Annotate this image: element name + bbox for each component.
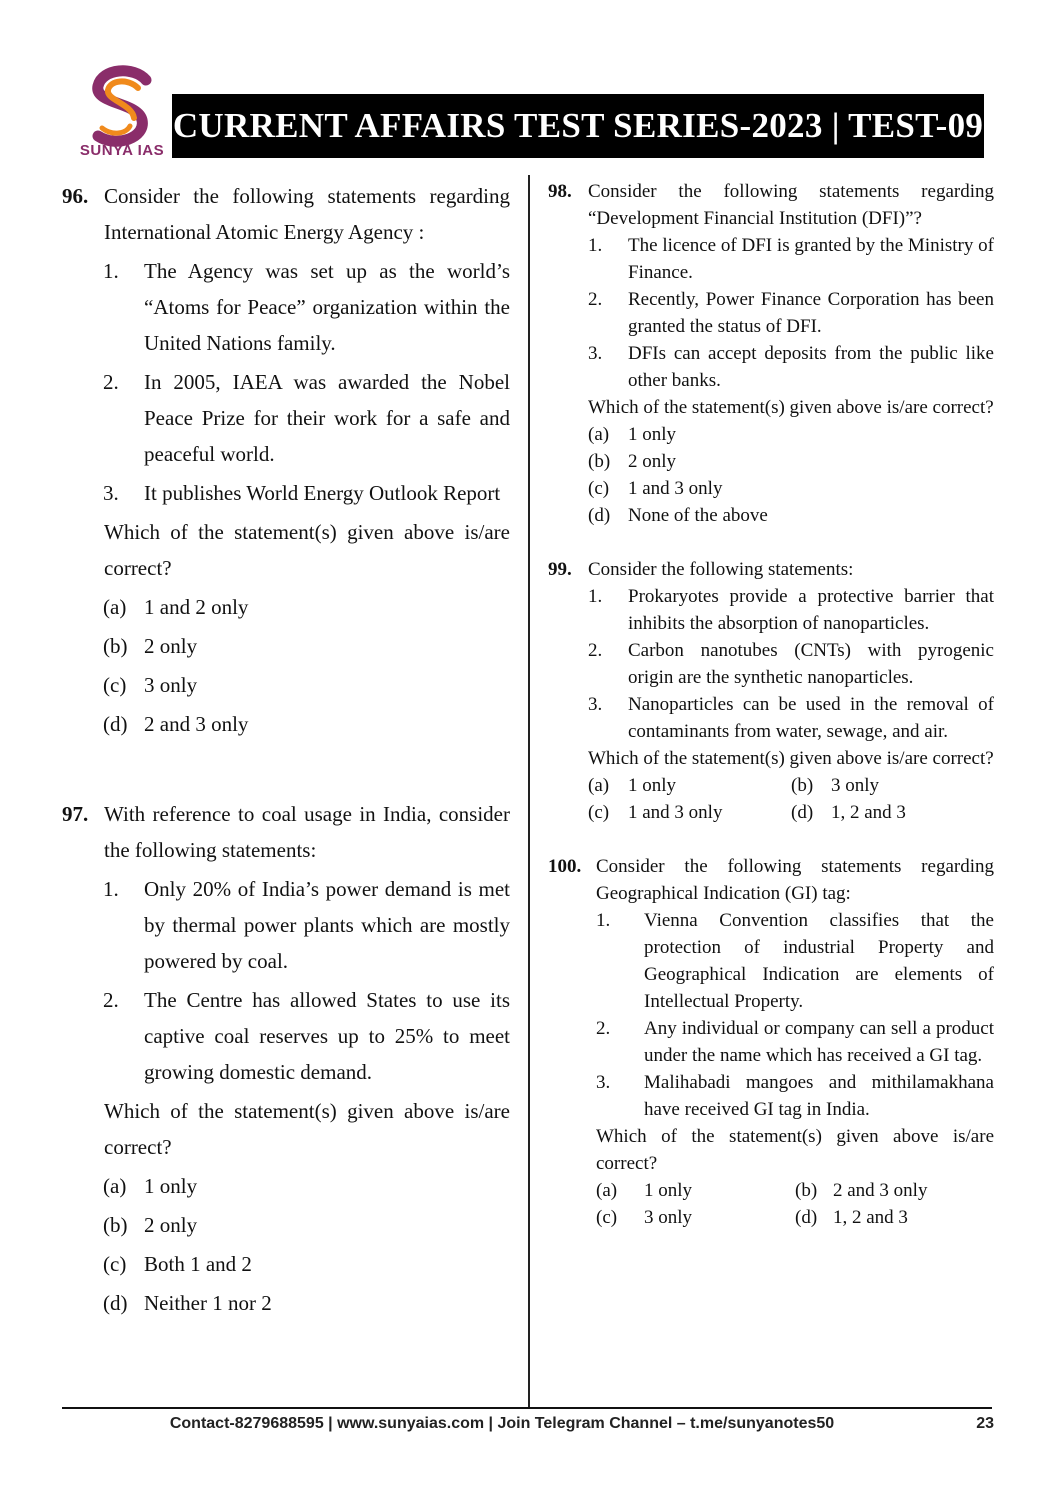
left-column xyxy=(62,178,510,1321)
option xyxy=(795,1177,994,1204)
question-98 xyxy=(548,178,994,529)
statement xyxy=(103,364,510,472)
option xyxy=(103,1285,510,1321)
statement xyxy=(596,907,994,1015)
question-99 xyxy=(548,556,994,826)
options-grid xyxy=(596,1177,994,1231)
option-letter: (c) xyxy=(588,802,610,823)
option-text: None of the above xyxy=(628,505,768,526)
statement xyxy=(103,871,510,979)
footer-divider xyxy=(62,1407,992,1409)
statement xyxy=(103,475,510,511)
statement-text: Prokaryotes provide a protective barrier that inhibits the absorption of nanoparticles. xyxy=(628,586,994,634)
option xyxy=(103,628,510,664)
option-letter: (c) xyxy=(103,673,127,697)
statement-text: Malihabadi mangoes and mithilamakhana have received GI tag in India. xyxy=(644,1072,994,1120)
option-letter: (b) xyxy=(795,1180,818,1201)
option-text: 1 and 3 only xyxy=(628,478,723,499)
option-letter: (c) xyxy=(588,478,610,499)
option-letter: (b) xyxy=(103,634,128,658)
statement-text: Nanoparticles can be used in the removal of contaminants from water, sewage, and air. xyxy=(628,694,994,742)
question-prompt: Which of the statement(s) given above is/are correct? xyxy=(596,1126,994,1174)
option-letter: (a) xyxy=(103,1174,127,1198)
question-stem: Consider the following statements regarding “Development Financial Institution (DFI)”? xyxy=(588,181,994,229)
option xyxy=(588,421,994,448)
statement-number: 2. xyxy=(103,988,119,1012)
option-text: 1 and 3 only xyxy=(628,802,723,823)
option xyxy=(791,772,994,799)
option-text: 2 only xyxy=(144,1213,198,1237)
option xyxy=(791,799,994,826)
question-prompt: Which of the statement(s) given above is/are correct? xyxy=(588,397,994,418)
question-number: 96. xyxy=(62,184,89,208)
statement-text: Any individual or company can sell a product under the name which has received a GI tag. xyxy=(644,1018,994,1066)
statement xyxy=(103,982,510,1090)
option xyxy=(588,799,791,826)
statement xyxy=(596,1069,994,1123)
question-number: 99. xyxy=(548,559,572,580)
option xyxy=(103,589,510,625)
statement-number: 2. xyxy=(103,370,119,394)
option xyxy=(596,1204,795,1231)
question-prompt: Which of the statement(s) given above is/are correct? xyxy=(588,748,994,769)
option-letter: (c) xyxy=(596,1207,618,1228)
option-text: 1 only xyxy=(628,424,677,445)
option-letter: (b) xyxy=(588,451,611,472)
footer-contact: Contact-8279688595 | www.sunyaias.com | Join Telegram Channel – t.me/sunyanotes50 xyxy=(169,1415,835,1432)
option xyxy=(588,475,994,502)
option-text: 1, 2 and 3 xyxy=(833,1207,908,1228)
page-title: CURRENT AFFAIRS TEST SERIES-2023 | TEST-09 xyxy=(172,94,984,158)
statement-number: 2. xyxy=(596,1018,611,1039)
statement-text: In 2005, IAEA was awarded the Nobel Peace Prize for their work for a safe and peaceful world. xyxy=(144,370,510,466)
option xyxy=(795,1204,994,1231)
statement-text: It publishes World Energy Outlook Report xyxy=(144,481,501,505)
statement-number: 2. xyxy=(588,289,603,310)
option-text: 2 and 3 only xyxy=(144,712,249,736)
option-text: 3 only xyxy=(144,673,198,697)
option-text: 3 only xyxy=(644,1207,693,1228)
option-text: 1 only xyxy=(628,775,677,796)
statement xyxy=(596,1015,994,1069)
option xyxy=(588,502,994,529)
statement-text: Only 20% of India’s power demand is met by thermal power plants which are mostly powered by coal. xyxy=(144,877,510,973)
statement-number: 3. xyxy=(103,481,119,505)
statement xyxy=(588,340,994,394)
statement-text: The Centre has allowed States to use its captive coal reserves up to 25% to meet growing domestic demand. xyxy=(144,988,510,1084)
statement-number: 3. xyxy=(588,343,603,364)
option xyxy=(103,667,510,703)
page-number: 23 xyxy=(976,1415,994,1432)
statement-text: The Agency was set up as the world’s “Atoms for Peace” organization within the United Nations family. xyxy=(144,259,510,355)
question-100 xyxy=(548,853,994,1231)
option-letter: (b) xyxy=(103,1213,128,1237)
option-letter: (d) xyxy=(103,1291,128,1315)
options-grid xyxy=(588,772,994,826)
statement xyxy=(588,691,994,745)
statement-text: Vienna Convention classifies that the protection of industrial Property and Geographical Indication are elements of Intellectual Property. xyxy=(644,910,994,1012)
statement-number: 1. xyxy=(588,235,603,256)
statement-number: 1. xyxy=(103,259,119,283)
statement-number: 3. xyxy=(596,1072,611,1093)
option-text: 1 only xyxy=(144,1174,198,1198)
option-text: 1, 2 and 3 xyxy=(831,802,906,823)
option-text: 1 and 2 only xyxy=(144,595,249,619)
question-stem: Consider the following statements regarding International Atomic Energy Agency : xyxy=(104,184,510,244)
question-96 xyxy=(62,178,510,742)
right-column xyxy=(548,178,994,1231)
question-stem: Consider the following statements regarding Geographical Indication (GI) tag: xyxy=(596,856,994,904)
statement-number: 1. xyxy=(588,586,603,607)
option-letter: (a) xyxy=(103,595,127,619)
option-text: Both 1 and 2 xyxy=(144,1252,252,1276)
option-text: 1 only xyxy=(644,1180,693,1201)
option-letter: (b) xyxy=(791,775,814,796)
option-text: 2 only xyxy=(628,451,677,472)
option-letter: (d) xyxy=(588,505,611,526)
question-number: 98. xyxy=(548,181,572,202)
option xyxy=(588,448,994,475)
statement-number: 1. xyxy=(103,877,119,901)
logo-text: SUNYA IAS xyxy=(79,142,165,159)
option-text: 3 only xyxy=(831,775,880,796)
question-stem: With reference to coal usage in India, consider the following statements: xyxy=(104,802,510,862)
statement xyxy=(588,637,994,691)
statement-text: Carbon nanotubes (CNTs) with pyrogenic origin are the synthetic nanoparticles. xyxy=(628,640,994,688)
statement xyxy=(103,253,510,361)
statement-number: 2. xyxy=(588,640,603,661)
question-prompt: Which of the statement(s) given above is/are correct? xyxy=(104,520,510,580)
statement-text: Recently, Power Finance Corporation has been granted the status of DFI. xyxy=(628,289,994,337)
question-97 xyxy=(62,796,510,1321)
option xyxy=(103,1168,510,1204)
question-number: 97. xyxy=(62,802,89,826)
question-stem: Consider the following statements: xyxy=(588,559,854,580)
statement-number: 3. xyxy=(588,694,603,715)
option xyxy=(103,1246,510,1282)
statement-text: DFIs can accept deposits from the public like other banks. xyxy=(628,343,994,391)
option-letter: (a) xyxy=(588,424,610,445)
column-divider xyxy=(528,175,530,1407)
option xyxy=(596,1177,795,1204)
option-letter: (a) xyxy=(596,1180,618,1201)
statement xyxy=(588,583,994,637)
question-number: 100. xyxy=(548,856,582,877)
option-letter: (d) xyxy=(795,1207,818,1228)
statement xyxy=(588,232,994,286)
option xyxy=(103,706,510,742)
option-letter: (d) xyxy=(103,712,128,736)
option xyxy=(103,1207,510,1243)
statement-number: 1. xyxy=(596,910,611,931)
option-letter: (c) xyxy=(103,1252,127,1276)
option-text: 2 only xyxy=(144,634,198,658)
option xyxy=(588,772,791,799)
option-letter: (a) xyxy=(588,775,610,796)
statement xyxy=(588,286,994,340)
question-prompt: Which of the statement(s) given above is/are correct? xyxy=(104,1099,510,1159)
option-letter: (d) xyxy=(791,802,814,823)
statement-text: The licence of DFI is granted by the Ministry of Finance. xyxy=(628,235,994,283)
option-text: 2 and 3 only xyxy=(833,1180,928,1201)
option-text: Neither 1 nor 2 xyxy=(144,1291,272,1315)
